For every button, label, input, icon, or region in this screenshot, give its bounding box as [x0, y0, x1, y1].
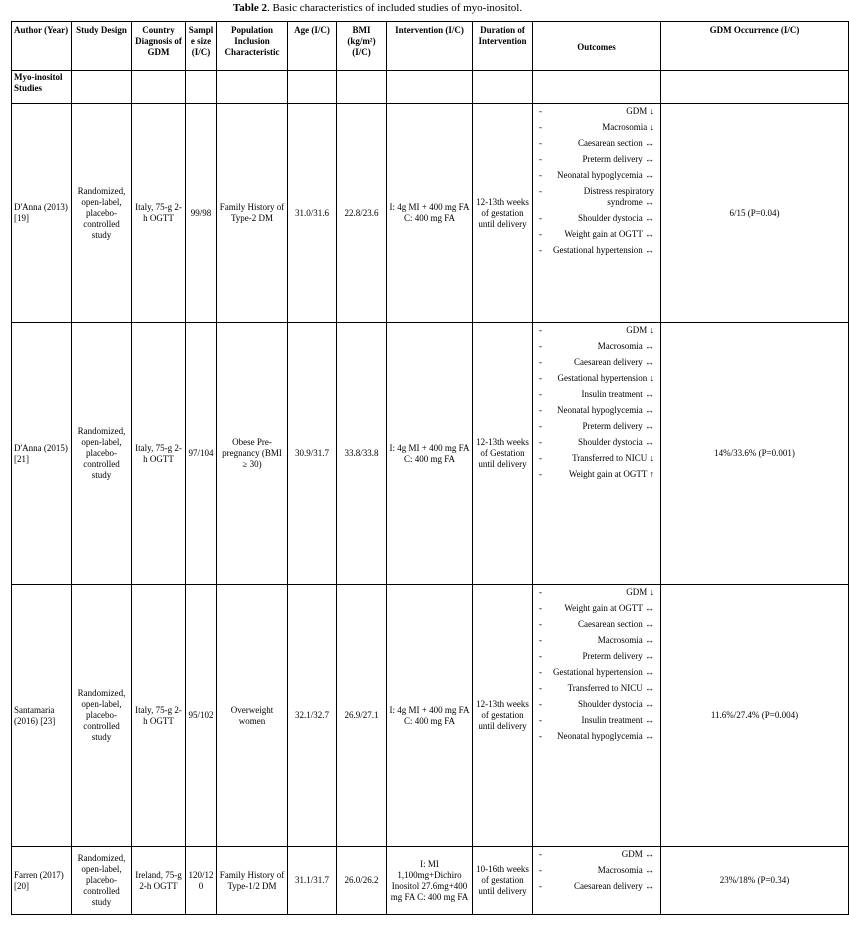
bullet-dash: - [539, 154, 542, 164]
outcome-text: Shoulder dystocia ↔ [578, 213, 654, 223]
bullet-dash: - [539, 186, 542, 196]
outcome-text: GDM ↓ [626, 106, 654, 116]
outcome-item [539, 373, 654, 384]
outcome-item [539, 213, 654, 224]
gdm-occurrence-cell: 6/15 (P=0.04) [661, 104, 849, 323]
bullet-dash: - [539, 715, 542, 725]
population-cell: Family History of Type-1/2 DM [217, 847, 288, 915]
author-cell: D'Anna (2015) [21] [12, 323, 72, 585]
outcome-item [539, 437, 654, 448]
bullet-dash: - [539, 849, 542, 859]
bullet-dash: - [539, 635, 542, 645]
outcome-item [539, 229, 654, 240]
bullet-dash: - [539, 229, 542, 239]
header-cell: Age (I/C) [288, 22, 337, 71]
section-row [12, 71, 849, 104]
bullet-dash: - [539, 138, 542, 148]
bullet-dash: - [539, 106, 542, 116]
intervention-cell: I: MI 1,100mg+Dichiro Inositol 27.6mg+400 mg FA C: 400 mg FA [387, 847, 473, 915]
table-caption [0, 0, 755, 18]
bullet-dash: - [539, 587, 542, 597]
outcome-text: Macrosomia ↔ [597, 865, 654, 875]
outcome-text: Insulin treatment ↔ [581, 389, 654, 399]
outcome-item [539, 651, 654, 662]
outcome-item [539, 865, 654, 876]
sample-size-cell: 97/104 [186, 323, 217, 585]
design-cell: Randomized, open-label, placebo-controlled study [72, 104, 132, 323]
design-cell: Randomized, open-label, placebo-controlled study [72, 585, 132, 847]
table-row [12, 847, 849, 915]
bullet-dash: - [539, 357, 542, 367]
author-cell: D'Anna (2013) [19] [12, 104, 72, 323]
outcome-item [539, 715, 654, 726]
outcome-item [539, 587, 654, 598]
bullet-dash: - [539, 325, 542, 335]
bullet-dash: - [539, 170, 542, 180]
outcome-text: Transferred to NICU ↓ [572, 453, 654, 463]
outcome-text: Neonatal hypoglycemia ↔ [557, 170, 654, 180]
intervention-cell: I: 4g MI + 400 mg FA C: 400 mg FA [387, 585, 473, 847]
bullet-dash: - [539, 122, 542, 132]
author-cell: Farren (2017) [20] [12, 847, 72, 915]
outcome-item [539, 667, 654, 678]
bullet-dash: - [539, 667, 542, 677]
outcome-item [539, 106, 654, 117]
outcome-item [539, 325, 654, 336]
outcomes-cell [533, 323, 661, 585]
bmi-cell: 33.8/33.8 [337, 323, 387, 585]
header-cell: Intervention (I/C) [387, 22, 473, 71]
outcome-item [539, 341, 654, 352]
outcome-text: Gestational hypertension ↔ [553, 667, 654, 677]
bullet-dash: - [539, 619, 542, 629]
caption-text: . Basic characteristics of included studies of myo-inositol. [267, 2, 523, 14]
age-cell: 30.9/31.7 [288, 323, 337, 585]
author-cell: Santamaria (2016) [23] [12, 585, 72, 847]
outcome-text: Caesarean delivery ↔ [574, 357, 654, 367]
population-cell: Overweight women [217, 585, 288, 847]
country-cell: Italy, 75-g 2-h OGTT [132, 323, 186, 585]
bullet-dash: - [539, 373, 542, 383]
gdm-occurrence-cell: 14%/33.6% (P=0.001) [661, 323, 849, 585]
age-cell: 31.0/31.6 [288, 104, 337, 323]
outcome-item [539, 405, 654, 416]
gdm-occurrence-cell: 23%/18% (P=0.34) [661, 847, 849, 915]
outcome-item [539, 683, 654, 694]
outcome-item [539, 421, 654, 432]
outcome-item [539, 699, 654, 710]
bullet-dash: - [539, 651, 542, 661]
duration-cell: 12-13th weeks of Gestation until delivery [473, 323, 533, 585]
section-label: Myo-inositol Studies [12, 71, 72, 104]
bullet-dash: - [539, 865, 542, 875]
outcomes-cell [533, 104, 661, 323]
sample-size-cell: 95/102 [186, 585, 217, 847]
bullet-dash: - [539, 731, 542, 741]
header-cell: Outcomes [533, 22, 661, 71]
outcome-text: GDM ↔ [621, 849, 654, 859]
outcome-text: Insulin treatment ↔ [581, 715, 654, 725]
outcome-text: Shoulder dystocia ↔ [578, 437, 654, 447]
outcome-item [539, 635, 654, 646]
outcome-text: Gestational hypertension ↓ [557, 373, 654, 383]
header-cell: Population Inclusion Characteristic [217, 22, 288, 71]
characteristics-table [11, 21, 849, 915]
age-cell: 32.1/32.7 [288, 585, 337, 847]
duration-cell: 12-13th weeks of gestation until delivery [473, 585, 533, 847]
table-row [12, 585, 849, 847]
bmi-cell: 26.9/27.1 [337, 585, 387, 847]
age-cell: 31.1/31.7 [288, 847, 337, 915]
country-cell: Italy, 75-g 2-h OGTT [132, 585, 186, 847]
outcome-item [539, 389, 654, 400]
duration-cell: 10-16th weeks of gestation until delivery [473, 847, 533, 915]
outcome-text: Preterm delivery ↔ [582, 154, 654, 164]
bullet-dash: - [539, 421, 542, 431]
outcome-text: Preterm delivery ↔ [582, 651, 654, 661]
outcome-item [539, 881, 654, 892]
bullet-dash: - [539, 341, 542, 351]
header-cell: Study Design [72, 22, 132, 71]
table-row [12, 104, 849, 323]
outcome-item [539, 170, 654, 181]
bullet-dash: - [539, 881, 542, 891]
header-cell: BMI (kg/m²) (I/C) [337, 22, 387, 71]
outcome-text: Preterm delivery ↔ [582, 421, 654, 431]
sample-size-cell: 99/98 [186, 104, 217, 323]
outcome-text: Macrosomia ↔ [597, 341, 654, 351]
outcome-item [539, 245, 654, 256]
outcome-text: Weight gain at OGTT ↑ [568, 469, 654, 479]
outcome-text: Caesarean delivery ↔ [574, 881, 654, 891]
bullet-dash: - [539, 603, 542, 613]
intervention-cell: I: 4g MI + 400 mg FA C: 400 mg FA [387, 104, 473, 323]
outcome-item [539, 186, 654, 208]
bullet-dash: - [539, 453, 542, 463]
outcome-item [539, 154, 654, 165]
sample-size-cell: 120/120 [186, 847, 217, 915]
outcomes-cell [533, 585, 661, 847]
duration-cell: 12-13th weeks of gestation until delivery [473, 104, 533, 323]
outcome-item [539, 603, 654, 614]
bullet-dash: - [539, 683, 542, 693]
header-cell: Author (Year) [12, 22, 72, 71]
outcomes-cell [533, 847, 661, 915]
intervention-cell: I: 4g MI + 400 mg FA C: 400 mg FA [387, 323, 473, 585]
outcome-text: Caesarean section ↔ [578, 619, 654, 629]
bullet-dash: - [539, 389, 542, 399]
outcome-item [539, 619, 654, 630]
bmi-cell: 26.0/26.2 [337, 847, 387, 915]
outcome-text: Gestational hypertension ↔ [553, 245, 654, 255]
outcome-item [539, 469, 654, 480]
header-cell: GDM Occurrence (I/C) [661, 22, 849, 71]
bullet-dash: - [539, 245, 542, 255]
header-row [12, 22, 849, 71]
bmi-cell: 22.8/23.6 [337, 104, 387, 323]
outcome-text: Weight gain at OGTT ↔ [564, 603, 654, 613]
population-cell: Family History of Type-2 DM [217, 104, 288, 323]
outcome-text: GDM ↓ [626, 587, 654, 597]
outcome-text: Macrosomia ↓ [602, 122, 654, 132]
outcome-text: Neonatal hypoglycemia ↔ [557, 405, 654, 415]
bullet-dash: - [539, 699, 542, 709]
outcome-item [539, 122, 654, 133]
outcome-item [539, 731, 654, 742]
outcome-text: Distress respiratory syndrome ↔ [583, 186, 654, 207]
header-cell: Duration of Intervention [473, 22, 533, 71]
outcome-text: Macrosomia ↔ [597, 635, 654, 645]
country-cell: Italy, 75-g 2-h OGTT [132, 104, 186, 323]
caption-label: Table 2 [232, 2, 268, 14]
bullet-dash: - [539, 437, 542, 447]
outcome-text: Weight gain at OGTT ↔ [564, 229, 654, 239]
gdm-occurrence-cell: 11.6%/27.4% (P=0.004) [661, 585, 849, 847]
design-cell: Randomized, open-label, placebo-controlled study [72, 847, 132, 915]
design-cell: Randomized, open-label, placebo-controlled study [72, 323, 132, 585]
header-cell: Country Diagnosis of GDM [132, 22, 186, 71]
population-cell: Obese Pre-pregnancy (BMI ≥ 30) [217, 323, 288, 585]
header-cell: Sample size (I/C) [186, 22, 217, 71]
outcome-item [539, 849, 654, 860]
outcome-text: Neonatal hypoglycemia ↔ [557, 731, 654, 741]
outcome-text: GDM ↓ [626, 325, 654, 335]
bullet-dash: - [539, 213, 542, 223]
bullet-dash: - [539, 405, 542, 415]
outcome-text: Shoulder dystocia ↔ [578, 699, 654, 709]
bullet-dash: - [539, 469, 542, 479]
table-row [12, 323, 849, 585]
outcome-text: Caesarean section ↔ [578, 138, 654, 148]
outcome-text: Transferred to NICU ↔ [567, 683, 654, 693]
outcome-item [539, 357, 654, 368]
outcome-item [539, 453, 654, 464]
outcome-item [539, 138, 654, 149]
country-cell: Ireland, 75-g 2-h OGTT [132, 847, 186, 915]
